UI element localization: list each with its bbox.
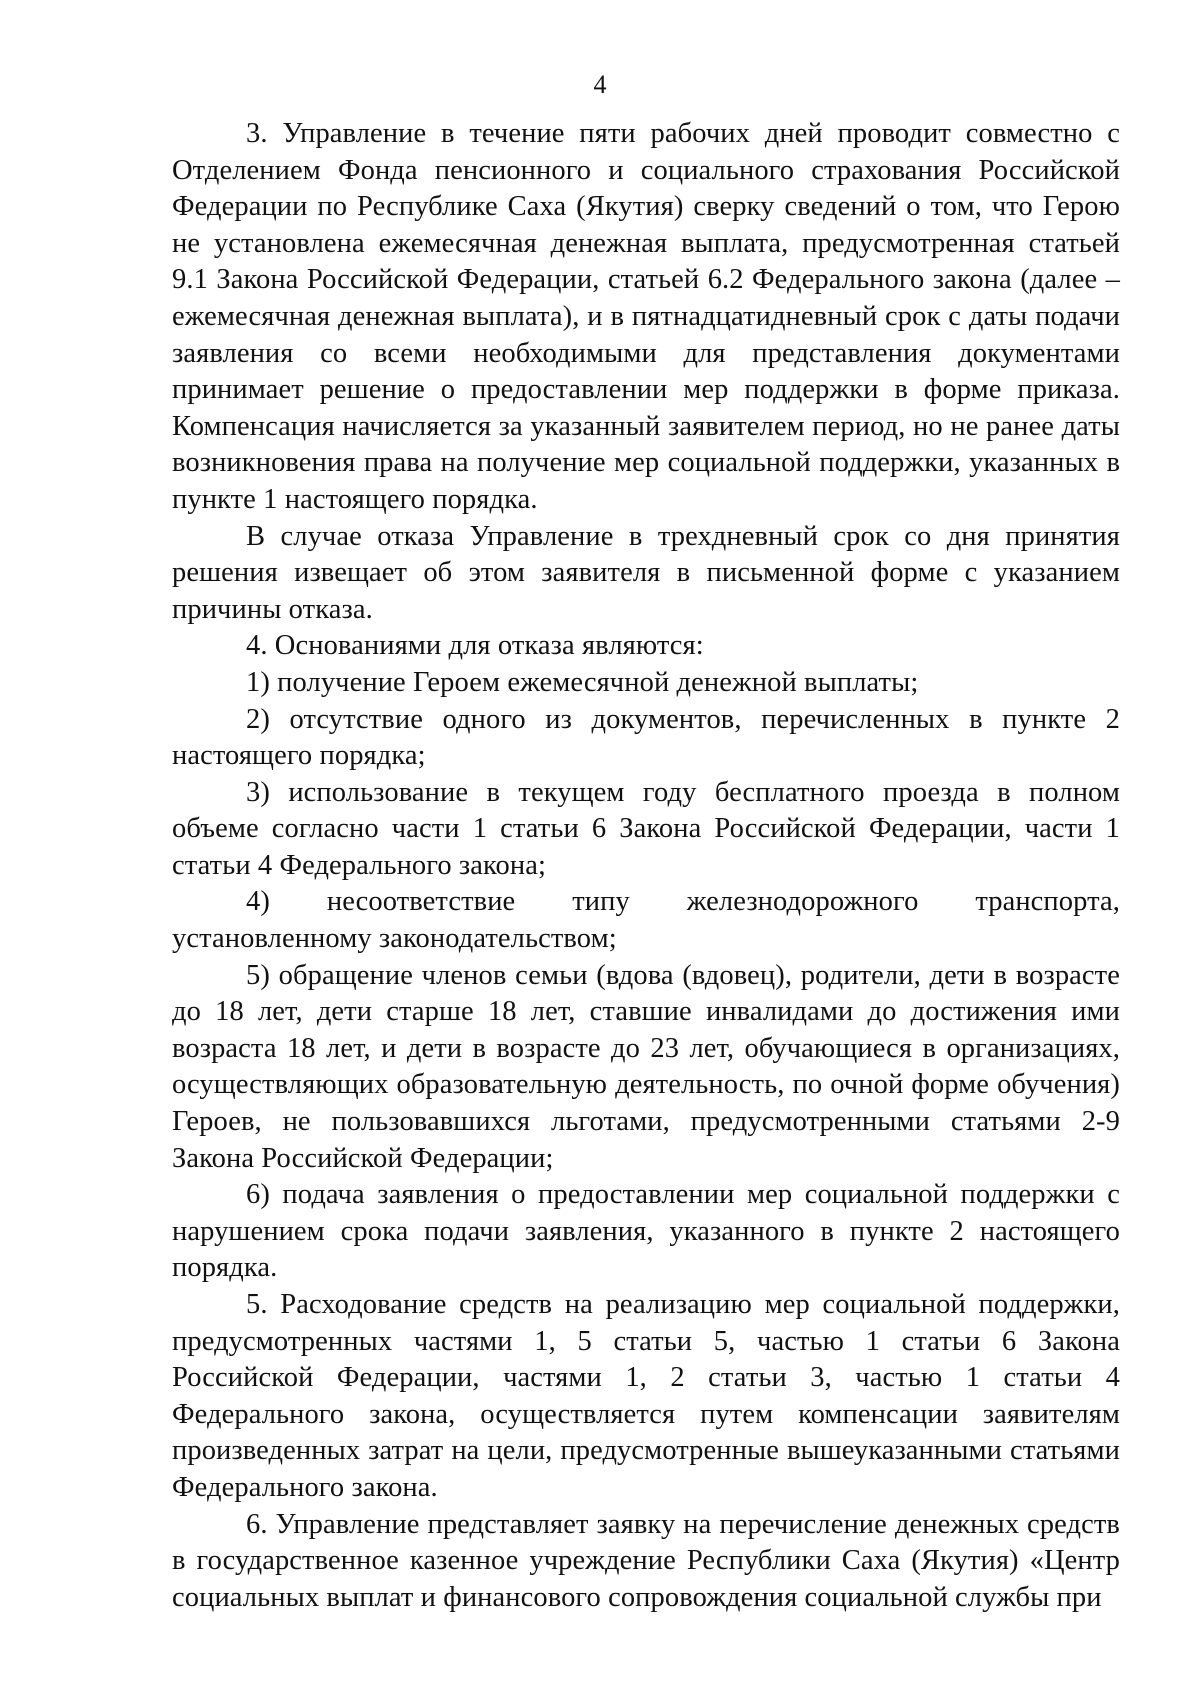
document-body (172, 116, 1120, 1616)
list-item-ground-1: 1) получение Героем ежемесячной денежной выплаты; (246, 666, 919, 698)
list-item-ground-5: 5) обращение членов семьи (вдова (вдовец), родители, дети в возрасте до 18 лет, дети старше 18 лет, ставшие инвалидами до достижения ими возраста 18 лет, и дети в возрасте до 23 лет, обучающиеся в организациях, осуществляющих образовательную деятельность, по очной форме обучения) Героев, не пользовавшихся льготами, предусмотренными статьями 2-9 Закона Российской Федерации; (172, 959, 1120, 1174)
paragraph-6-application: 6. Управление представляет заявку на перечисление денежных средств в государственное казенное учреждение Республики Саха (Якутия) «Центр социальных выплат и финансового сопровождения социальной службы при (172, 1508, 1120, 1613)
paragraph-3-verification: 3. Управление в течение пяти рабочих дней проводит совместно с Отделением Фонда пенсионного и социального страхования Российской Федерации по Республике Саха (Якутия) сверку сведений о том, что Герою не установлена ежемесячная денежная выплата, предусмотренная статьей 9.1 Закона Российской Федерации, статьей 6.2 Федерального закона (далее – ежемесячная денежная выплата), и в пятнадцатидневный срок с даты подачи заявления со всеми необходимыми для представления документами принимает решение о предоставлении мер поддержки в форме приказа. Компенсация начисляется за указанный заявителем период, но не ранее даты возникновения права на получение мер социальной поддержки, указанных в пункте 1 настоящего порядка. (172, 118, 1120, 515)
list-item-ground-4: 4) несоответствие типу железнодорожного транспорта, установленному законодательством; (172, 886, 1120, 955)
paragraph-5-expenditure: 5. Расходование средств на реализацию мер социальной поддержки, предусмотренных частями 1, 5 статьи 5, частью 1 статьи 6 Закона Российской Федерации, частями 1, 2 статьи 3, частью 1 статьи 4 Федерального закона, осуществляется путем компенсации заявителям произведенных затрат на цели, предусмотренные вышеуказанными статьями Федерального закона. (172, 1289, 1120, 1503)
page-number: 4 (593, 70, 607, 99)
list-item-ground-6: 6) подача заявления о предоставлении мер социальной поддержки с нарушением срока подачи заявления, указанного в пункте 2 настоящего порядка. (172, 1179, 1120, 1284)
paragraph-4-grounds-heading: 4. Основаниями для отказа являются: (246, 630, 704, 662)
list-item-ground-3: 3) использование в текущем году бесплатного проезда в полном объеме согласно части 1 статьи 6 Закона Российской Федерации, части 1 статьи 4 Федерального закона; (172, 776, 1120, 881)
list-item-ground-2: 2) отсутствие одного из документов, перечисленных в пункте 2 настоящего порядка; (172, 703, 1120, 772)
paragraph-refusal-notice: В случае отказа Управление в трехдневный срок со дня принятия решения извещает об этом заявителя в письменной форме с указанием причины отказа. (172, 520, 1120, 625)
